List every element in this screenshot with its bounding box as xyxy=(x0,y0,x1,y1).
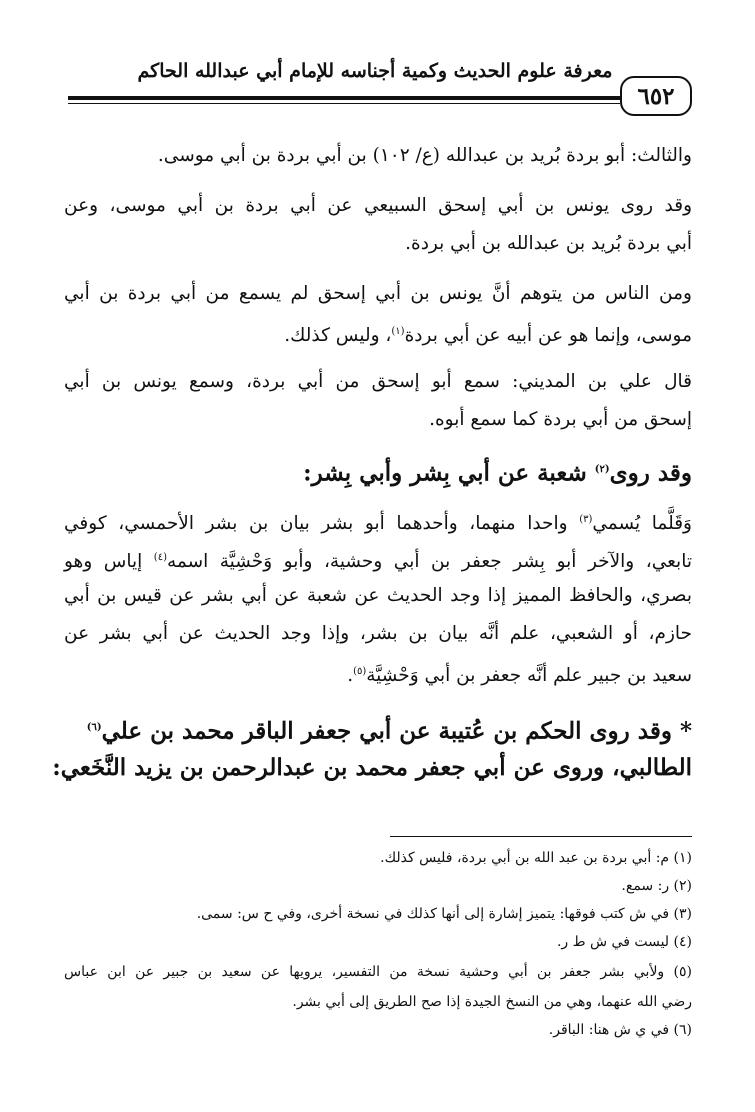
footnote-1: (١) م: أبي بردة بن عبد الله بن أبي بردة، فليس كذلك. xyxy=(380,850,692,866)
footnote-3: (٣) في ش كتب فوقها: يتميز إشارة إلى أنها كذلك في نسخة أخرى، وفي ح س: سمى. xyxy=(196,906,692,922)
body-text: واحدا منهما، وأحدهما أبو بشر بيان بن بشر الأحمسي، كوفي xyxy=(64,513,580,535)
heading-text: وقد روى xyxy=(609,459,692,487)
body-line-3: أبي بردة بُريد بن عبدالله بن أبي بردة. xyxy=(405,233,692,254)
heading-text: * وقد روى الحكم بن عُتيبة عن أبي جعفر الباقر محمد بن علي xyxy=(101,717,692,745)
footnote-5-cont: رضي الله عنهما، وهي من النسخ الجيدة إذا صح الطريق إلى أبي بشر. xyxy=(292,994,692,1010)
body-line-8 xyxy=(64,504,692,540)
body-text: ، وليس كذلك. xyxy=(284,325,392,347)
body-line-12 xyxy=(64,656,692,692)
footnote-5: (٥) ولأبي بشر جعفر بن أبي وحشية نسخة من التفسير، يرويها عن سعيد بن جبير عن ابن عباس xyxy=(64,964,692,980)
body-line-6: قال علي بن المديني: سمع أبو إسحق من أبي بردة، وسمع يونس بن أبي xyxy=(64,371,692,392)
body-text: . xyxy=(347,665,354,687)
footnote-ref-1: (١) xyxy=(391,326,405,337)
heading-text: شعبة عن أبي بِشر وأبي بِشر: xyxy=(303,459,595,487)
footnote-2: (٢) ر: سمع. xyxy=(621,878,692,894)
footnote-ref-4: (٤) xyxy=(153,552,167,563)
body-line-2: وقد روى يونس بن أبي إسحق السبيعي عن أبي بردة بن أبي موسى، وعن xyxy=(64,195,692,216)
footnote-6: (٦) في ي ش هنا: الباقر. xyxy=(548,1022,692,1038)
body-line-1: والثالث: أبو بردة بُريد بن عبدالله (ع/ ١٠٢) بن أبي بردة بن أبي موسى. xyxy=(157,145,692,166)
body-line-4: ومن الناس من يتوهم أنَّ يونس بن أبي إسحق لم يسمع من أبي بردة بن أبي xyxy=(64,283,692,304)
body-line-9 xyxy=(64,542,692,578)
body-text: موسى، وإنما هو عن أبيه عن أبي بردة xyxy=(404,325,692,347)
body-text: إياس وهو xyxy=(64,551,154,573)
header-rule-thin xyxy=(68,103,620,104)
footnote-4: (٤) ليست في ش ط ر. xyxy=(556,934,692,950)
section-heading-2 xyxy=(64,708,692,752)
body-line-11: حازم، أو الشعبي، علم أنَّه بيان بن بشر، وإذا وجد الحديث عن أبي بشر عن xyxy=(64,623,692,644)
section-heading-1 xyxy=(64,450,692,494)
body-text: سعيد بن جبير علم أنَّه جعفر بن أبي وَحْشِيَّة xyxy=(366,665,692,687)
footnote-ref-5: (٥) xyxy=(353,666,367,677)
footnote-separator xyxy=(390,836,692,837)
body-text: تابعي، والآخر أبو بِشر جعفر بن أبي وحشية، وأبو وَحْشِيَّة اسمه xyxy=(166,551,692,573)
page-number: ٦٥٢ xyxy=(620,76,692,116)
section-heading-2-cont: الطالبي، وروى عن أبي جعفر محمد بن عبدالرحمن بن يزيد النَّخَعي: xyxy=(52,754,692,781)
body-text: وَقَلَّما يُسمي xyxy=(592,513,692,535)
header-rule-thick xyxy=(68,96,620,100)
body-line-10: بصري، والحافظ المميز إذا وجد الحديث عن شعبة عن أبي بشر عن قيس بن أبي xyxy=(64,585,692,606)
body-line-7: إسحق من أبي بردة كما سمع أبوه. xyxy=(429,409,692,430)
body-line-5 xyxy=(64,316,692,352)
running-title: معرفة علوم الحديث وكمية أجناسه للإمام أبي عبدالله الحاكم xyxy=(137,60,613,82)
footnote-ref-3: (٣) xyxy=(579,514,593,525)
footnote-ref-2: (٢) xyxy=(594,464,610,475)
footnote-ref-6: (٦) xyxy=(86,722,102,733)
